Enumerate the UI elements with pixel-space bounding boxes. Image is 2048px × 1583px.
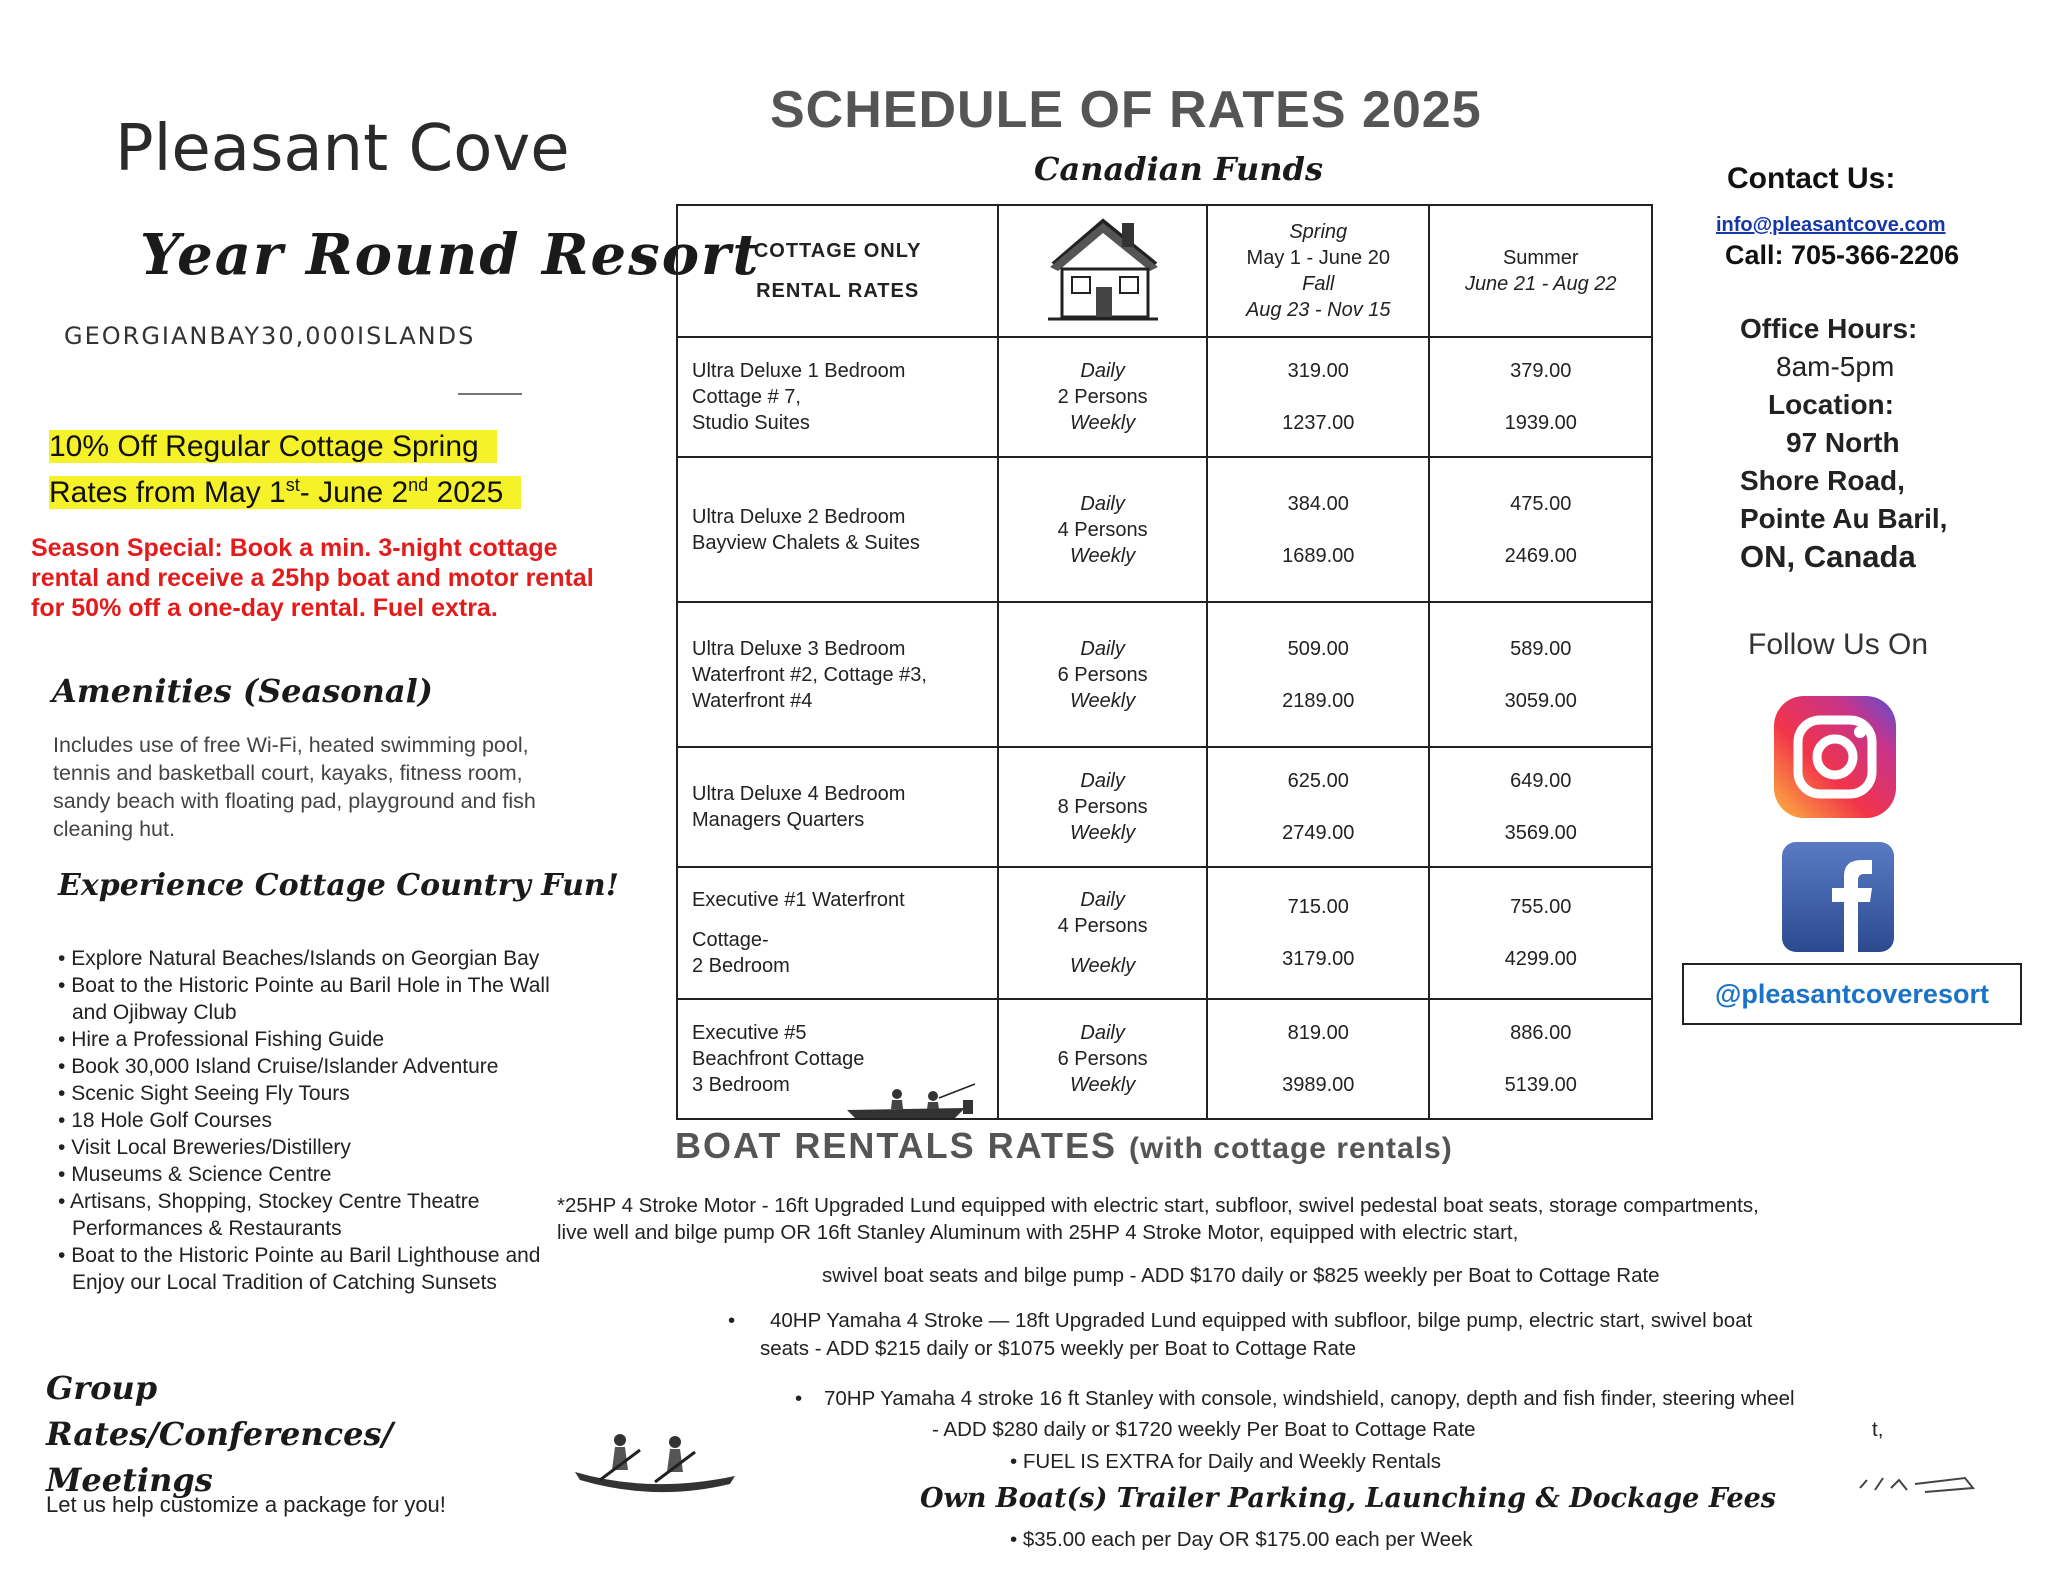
cottage-name: Ultra Deluxe 4 Bedroom Managers Quarters <box>677 747 998 867</box>
stray-text: t, <box>1872 1418 1884 1441</box>
own-boat-fee: • $35.00 each per Day OR $175.00 each per Week <box>1010 1528 1473 1551</box>
summer-rates: 649.00 3569.00 <box>1429 747 1652 867</box>
spring-rates: 715.00 3179.00 <box>1207 867 1429 999</box>
boat-option-25hp-line2: live well and bilge pump OR 16ft Stanley Aluminum with 25HP 4 Stroke Motor, equipped with electric start, <box>557 1221 1519 1244</box>
amenities-text: Includes use of free Wi-Fi, heated swimming pool, tennis and basketball court, kayaks, fitness room, sandy beach with floating pad, playground and fish cleaning hut. <box>53 733 536 841</box>
rate-units: Daily 6 Persons Weekly <box>998 602 1207 747</box>
cottage-name: Ultra Deluxe 1 Bedroom Cottage # 7, Studio Suites <box>677 337 998 457</box>
boat-option-70hp-line1: 70HP Yamaha 4 stroke 16 ft Stanley with console, windshield, canopy, depth and fish finder, steering wheel <box>824 1387 1795 1410</box>
group-heading: Group Rates/Conferences/ Meetings <box>46 1369 394 1499</box>
list-item: • Artisans, Shopping, Stockey Centre Theatre Performances & Restaurants <box>58 1188 578 1242</box>
contact-heading: Contact Us: <box>1727 162 1896 195</box>
brand-tagline: Year Round Resort <box>140 222 761 288</box>
phone-number[interactable]: Call: 705-366-2206 <box>1725 240 1960 270</box>
own-boat-heading: Own Boat(s) Trailer Parking, Launching & Dockage Fees <box>920 1483 1776 1514</box>
cottage-name: Executive #1 Waterfront Cottage- 2 Bedroom <box>677 867 998 999</box>
table-row <box>677 867 1652 999</box>
bullet: • <box>795 1387 803 1410</box>
spring-fall-header: Spring May 1 - June 20 Fall Aug 23 - Nov 15 <box>1207 205 1429 337</box>
spring-rates: 819.00 3989.00 <box>1207 999 1429 1119</box>
spring-rates: 319.00 1237.00 <box>1207 337 1429 457</box>
brand-region: GEORGIANBAY30,000ISLANDS <box>64 322 476 350</box>
canoe-illustration <box>570 1420 740 1500</box>
instagram-icon[interactable] <box>1772 694 1898 820</box>
spring-rates: 509.00 2189.00 <box>1207 602 1429 747</box>
list-item: • Visit Local Breweries/Distillery <box>58 1134 578 1161</box>
spring-rates: 384.00 1689.00 <box>1207 457 1429 602</box>
list-item: • Scenic Sight Seeing Fly Tours <box>58 1080 578 1107</box>
boat-option-70hp-line2: - ADD $280 daily or $1720 weekly Per Boat to Cottage Rate <box>932 1418 1476 1441</box>
list-item: • Book 30,000 Island Cruise/Islander Adventure <box>58 1053 578 1080</box>
follow-us-label: Follow Us On <box>1748 628 1929 661</box>
office-info: Office Hours: 8am-5pm Location: 97 North Shore Road, Pointe Au Baril, ON, Canada <box>1740 313 1948 574</box>
rate-units: Daily 4 Persons Weekly <box>998 867 1207 999</box>
boat-option-40hp-line1: 40HP Yamaha 4 Stroke — 18ft Upgraded Lund equipped with subfloor, bilge pump, electric start, swivel boat <box>770 1309 1753 1332</box>
promo-banner <box>49 428 521 512</box>
cottage-name: Ultra Deluxe 2 Bedroom Bayview Chalets & Suites <box>677 457 998 602</box>
cottage-name: Executive #5 Beachfront Cottage 3 Bedroom <box>677 999 998 1119</box>
spring-rates: 625.00 2749.00 <box>1207 747 1429 867</box>
list-item: • 18 Hole Golf Courses <box>58 1107 578 1134</box>
summer-rates: 755.00 4299.00 <box>1429 867 1652 999</box>
boat-rentals-heading: BOAT RENTALS RATES (with cottage rentals) <box>675 1125 1453 1166</box>
table-header-row <box>677 205 1652 337</box>
experience-heading: Experience Cottage Country Fun! <box>58 868 619 903</box>
list-item: • Explore Natural Beaches/Islands on Georgian Bay <box>58 945 578 972</box>
page-title: SCHEDULE OF RATES 2025 <box>770 81 1482 139</box>
group-text: Let us help customize a package for you! <box>46 1492 446 1517</box>
rate-units: Daily 4 Persons Weekly <box>998 457 1207 602</box>
list-item: • Boat to the Historic Pointe au Baril Hole in The Wall and Ojibway Club <box>58 972 578 1026</box>
rate-units: Daily 6 Persons Weekly <box>998 999 1207 1119</box>
boat-option-25hp-line3: swivel boat seats and bilge pump - ADD $170 daily or $825 weekly per Boat to Cottage Rate <box>822 1264 1660 1287</box>
table-row <box>677 747 1652 867</box>
list-item: • Hire a Professional Fishing Guide <box>58 1026 578 1053</box>
table-row <box>677 999 1652 1119</box>
social-handle[interactable]: @pleasantcoveresort <box>1682 963 2022 1025</box>
table-row <box>677 602 1652 747</box>
promo-line-2: Rates from May 1st- June 2nd 2025 <box>49 476 521 509</box>
promo-line-1: 10% Off Regular Cottage Spring <box>49 430 497 463</box>
bullet: • <box>728 1309 736 1332</box>
brand-name: Pleasant Cove <box>115 112 570 186</box>
summer-rates: 886.00 5139.00 <box>1429 999 1652 1119</box>
summer-header: Summer June 21 - Aug 22 <box>1429 205 1652 337</box>
season-special: Season Special: Book a min. 3-night cottage rental and receive a 25hp boat and motor rental for 50% off a one-day rental. Fuel extra. <box>31 534 594 622</box>
table-row <box>677 457 1652 602</box>
amenities-heading: Amenities (Seasonal) <box>52 672 433 710</box>
boat-option-40hp-line2: seats - ADD $215 daily or $1075 weekly per Boat to Cottage Rate <box>760 1337 1356 1360</box>
rates-table <box>676 204 1653 1120</box>
fuel-note: • FUEL IS EXTRA for Daily and Weekly Rentals <box>1010 1450 1442 1473</box>
email-link[interactable]: info@pleasantcove.com <box>1716 214 1946 236</box>
rate-units: Daily 8 Persons Weekly <box>998 747 1207 867</box>
boat-option-25hp-line1: *25HP 4 Stroke Motor - 16ft Upgraded Lund equipped with electric start, subfloor, swivel pedestal boat seats, storage compartments, <box>557 1194 1759 1217</box>
facebook-icon[interactable] <box>1780 840 1896 954</box>
experience-list <box>58 945 578 1296</box>
list-item: • Boat to the Historic Pointe au Baril Lighthouse and Enjoy our Local Tradition of Catching Sunsets <box>58 1242 578 1296</box>
fishing-boat-illustration <box>845 1080 985 1120</box>
cottage-illustration-cell <box>998 205 1207 337</box>
list-item: • Museums & Science Centre <box>58 1161 578 1188</box>
currency-note: Canadian Funds <box>1034 150 1323 188</box>
table-title: COTTAGE ONLY RENTAL RATES <box>677 205 998 337</box>
decorative-mark <box>1855 1468 1985 1498</box>
summer-rates: 475.00 2469.00 <box>1429 457 1652 602</box>
summer-rates: 589.00 3059.00 <box>1429 602 1652 747</box>
table-row <box>677 337 1652 457</box>
rate-units: Daily 2 Persons Weekly <box>998 337 1207 457</box>
cottage-icon <box>1038 209 1168 327</box>
cottage-name: Ultra Deluxe 3 Bedroom Waterfront #2, Cottage #3, Waterfront #4 <box>677 602 998 747</box>
divider <box>458 393 522 395</box>
summer-rates: 379.00 1939.00 <box>1429 337 1652 457</box>
